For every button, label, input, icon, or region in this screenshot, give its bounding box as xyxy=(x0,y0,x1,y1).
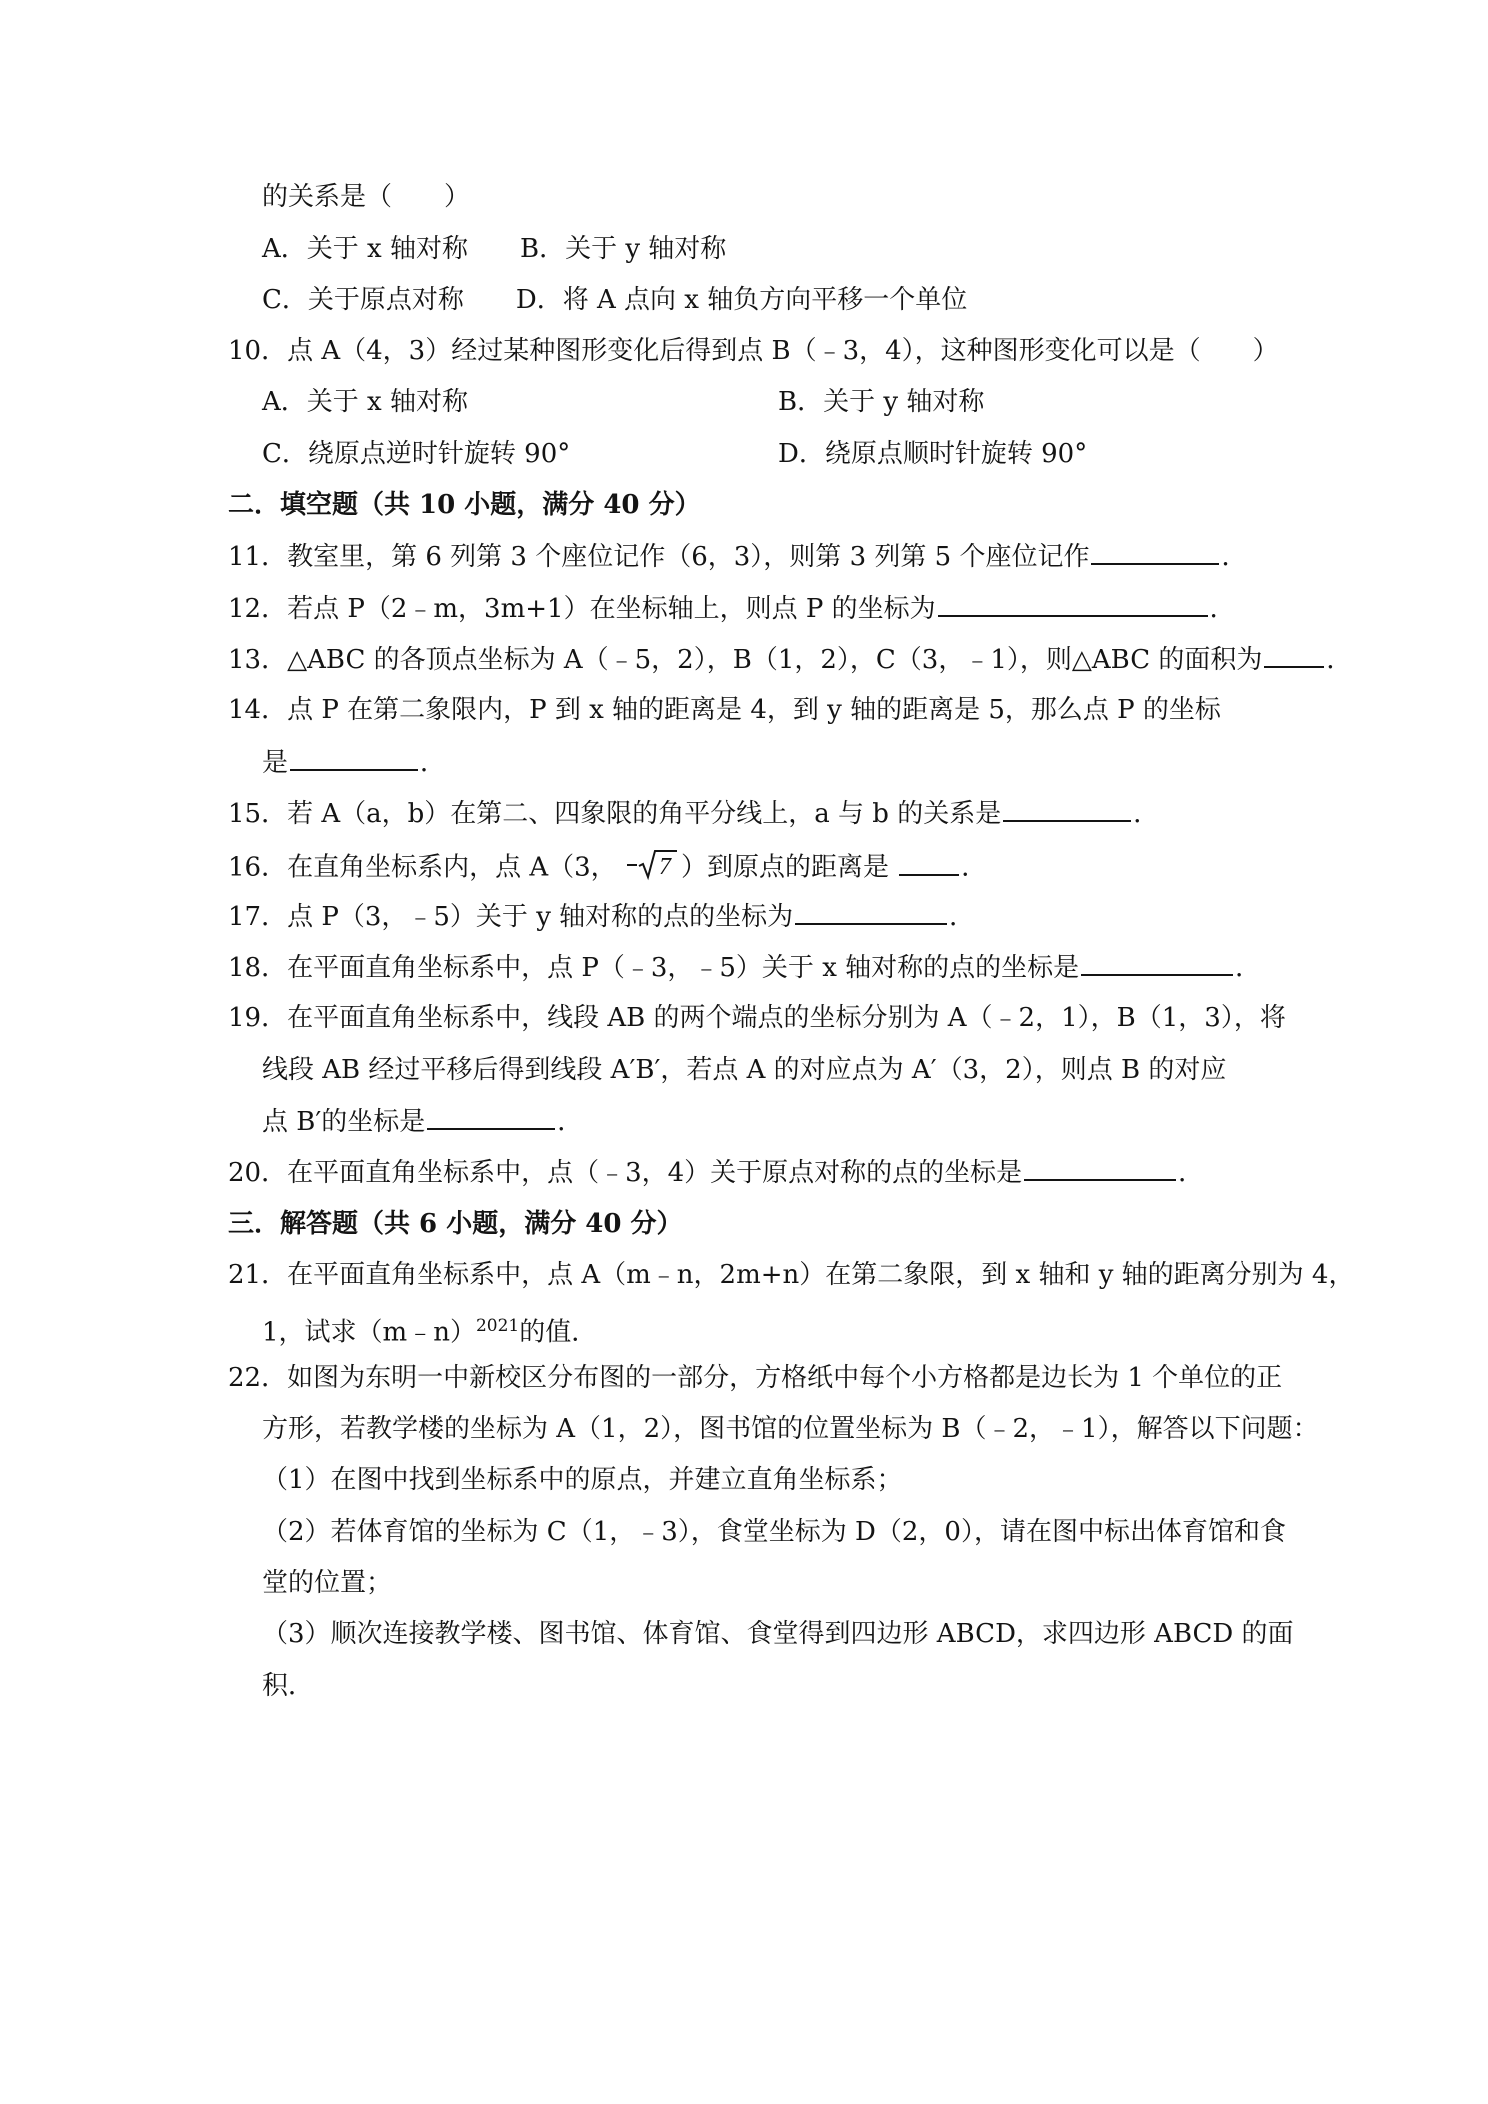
q18-text: 18．在平面直角坐标系中，点 P（﹣3，﹣5）关于 x 轴对称的点的坐标是 xyxy=(228,953,1080,983)
q9-stem-end: 的关系是（ ） xyxy=(262,182,471,212)
q17-text: 17．点 P（3，﹣5）关于 y 轴对称的点的坐标为 xyxy=(228,902,794,932)
q10-option-b: B．关于 y 轴对称 xyxy=(778,387,985,417)
q15-text: 15．若 A（a，b）在第二、四象限的角平分线上，a 与 b 的关系是 xyxy=(228,799,1002,829)
q12-text: 12．若点 P（2﹣m，3m+1）在坐标轴上，则点 P 的坐标为 xyxy=(228,594,936,624)
q17: 17．点 P（3，﹣5）关于 y 轴对称的点的坐标为 ． xyxy=(228,899,975,934)
exponent: 2021 xyxy=(475,1316,520,1336)
q11-text: 11．教室里，第 6 列第 3 个座位记作（6，3），则第 3 列第 5 个座位记作 xyxy=(228,542,1090,572)
q19-line-1: 19．在平面直角坐标系中，线段 AB 的两个端点的坐标分别为 A（﹣2，1），B（1，3），将 xyxy=(228,1003,1286,1033)
q22-line-2: 方形，若教学楼的坐标为 A（1，2），图书馆的位置坐标为 B（﹣2，﹣1），解答以下问题： xyxy=(262,1414,1319,1444)
q22-part-1: （1）在图中找到坐标系中的原点，并建立直角坐标系； xyxy=(262,1465,903,1495)
answer-blank xyxy=(1091,539,1219,565)
q12: 12．若点 P（2﹣m，3m+1）在坐标轴上，则点 P 的坐标为 ． xyxy=(228,591,1236,626)
answer-blank xyxy=(899,850,959,876)
q14-end: 是 ． xyxy=(262,745,446,780)
answer-blank xyxy=(1264,642,1324,668)
q11: 11．教室里，第 6 列第 3 个座位记作（6，3），则第 3 列第 5 个座位记作 ． xyxy=(228,539,1247,574)
q22-part-3-cont: 积． xyxy=(262,1671,315,1701)
q10-option-c: C．绕原点逆时针旋转 90° xyxy=(262,439,571,469)
q13-text: 13．△ABC 的各顶点坐标为 A（﹣5，2），B（1，2），C（3，﹣1），则△ABC 的面积为 xyxy=(228,645,1263,675)
q22-part-2-cont: 堂的位置； xyxy=(262,1568,393,1598)
q10-option-a: A．关于 x 轴对称 xyxy=(262,387,468,417)
section-fill-in-heading: 二．填空题（共 10 小题，满分 40 分） xyxy=(228,490,701,520)
answer-blank xyxy=(427,1104,555,1130)
answer-blank xyxy=(1081,950,1233,976)
q22-line-1: 22．如图为东明一中新校区分布图的一部分，方格纸中每个小方格都是边长为 1 个单位的正 xyxy=(228,1363,1283,1393)
q9-options-cd: C．关于原点对称 D．将 A 点向 x 轴负方向平移一个单位 xyxy=(262,285,968,315)
q16-text-b: ）到原点的距离是 xyxy=(680,852,889,883)
q21-line-2: 1，试求（m﹣n）$^{2021}$的值． xyxy=(262,1316,598,1348)
q21-line-1: 21．在平面直角坐标系中，点 A（m﹣n，2m+n）在第二象限，到 x 轴和 y 轴的距离分别为 4， xyxy=(228,1260,1355,1290)
q16: 16．在直角坐标系内，点 A（3， 7 ）到原点的距离是 ． xyxy=(228,847,987,890)
answer-blank xyxy=(290,745,418,771)
svg-text:7: 7 xyxy=(658,854,671,880)
sqrt-sign-icon xyxy=(625,847,681,881)
q20-text: 20．在平面直角坐标系中，点（﹣3，4）关于原点对称的点的坐标是 xyxy=(228,1158,1023,1188)
answer-blank xyxy=(1024,1155,1176,1181)
answer-blank xyxy=(938,591,1208,617)
q10-stem: 10．点 A（4，3）经过某种图形变化后得到点 B（﹣3，4），这种图形变化可以是（ ） xyxy=(228,336,1279,366)
q9-options-ab: A．关于 x 轴对称 B．关于 y 轴对称 xyxy=(262,234,727,264)
q14-stem: 14．点 P 在第二象限内，P 到 x 轴的距离是 4，到 y 轴的距离是 5，那么点 P 的坐标 xyxy=(228,695,1221,725)
answer-blank xyxy=(1003,796,1131,822)
q10-option-d: D．绕原点顺时针旋转 90° xyxy=(778,439,1088,469)
q15: 15．若 A（a，b）在第二、四象限的角平分线上，a 与 b 的关系是 ． xyxy=(228,796,1159,831)
answer-blank xyxy=(795,899,947,925)
q19-line-2: 线段 AB 经过平移后得到线段 A′B′，若点 A 的对应点为 A′（3，2），则点 B 的对应 xyxy=(262,1055,1227,1085)
q18: 18．在平面直角坐标系中，点 P（﹣3，﹣5）关于 x 轴对称的点的坐标是 ． xyxy=(228,950,1261,985)
q13: 13．△ABC 的各顶点坐标为 A（﹣5，2），B（1，2），C（3，﹣1），则△ABC 的面积为 ． xyxy=(228,642,1352,677)
negative-sqrt-seven xyxy=(625,847,681,890)
q22-part-3: （3）顺次连接教学楼、图书馆、体育馆、食堂得到四边形 ABCD，求四边形 ABCD 的面 xyxy=(262,1619,1294,1649)
q19-line-3: 点 B′的坐标是 ． xyxy=(262,1104,583,1139)
q20: 20．在平面直角坐标系中，点（﹣3，4）关于原点对称的点的坐标是 ． xyxy=(228,1155,1204,1190)
q16-text-a: 16．在直角坐标系内，点 A（3， xyxy=(228,852,617,883)
section-answer-heading: 三．解答题（共 6 小题，满分 40 分） xyxy=(228,1209,683,1239)
q22-part-2: （2）若体育馆的坐标为 C（1，﹣3），食堂坐标为 D（2，0），请在图中标出体育馆和食 xyxy=(262,1517,1286,1547)
